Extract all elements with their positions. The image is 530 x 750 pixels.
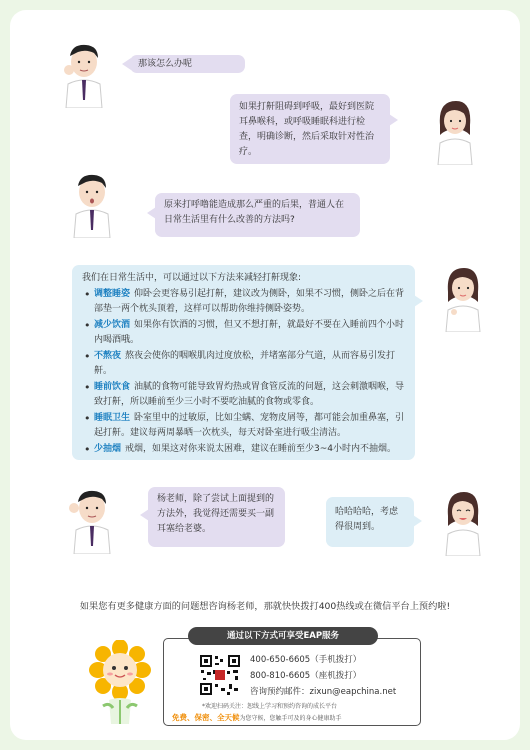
female-user-illustration [432,95,478,165]
sunflower-mascot-illustration [85,640,155,730]
service-title-pill: 通过以下方式可享受EAP服务 [188,627,378,645]
slogan [172,712,342,723]
tip-item: • 少抽烟 戒烟，如果这对你来说太困难，建议在睡前至少3~4小时内不抽烟。 [82,442,405,457]
tip-item: • 调整睡姿 仰卧会更容易引起打鼾，建议改为侧卧，如果不习惯，侧卧之后在背部垫一两个枕头顶着，这样可以帮助你维持侧卧姿势。 [82,287,405,317]
tips-intro: 我们在日常生活中，可以通过以下方法来减轻打鼾现象: [82,273,302,283]
tip-item: • 不熬夜 熬夜会使你的咽喉肌肉过度放松，并堵塞部分气道，从而容易引发打鼾。 [82,349,405,379]
female-user-illustration [440,486,486,556]
phone-landline[interactable]: 800-810-6605（座机拨打） [250,671,362,681]
answer-bubble-3: 哈哈哈哈，考虑得很周到。 [326,497,414,547]
male-doctor-illustration [58,40,108,108]
email-line [250,685,396,697]
female-user-illustration [440,262,486,332]
male-doctor-illustration [66,170,116,238]
tip-item: • 睡眠卫生 卧室里中的过敏原，比如尘螨、宠物皮屑等，都可能会加重鼻塞，引起打鼾。建议每两周暴晒一次枕头，每天对卧室进行吸尘清洁。 [82,411,405,441]
tip-item: • 睡前饮食 油腻的食物可能导致胃灼热或胃食管反流的问题，这会刺激咽喉，导致打鼾，所以睡前至少三小时不要吃油腻的食物或零食。 [82,380,405,410]
answer-bubble-1: 如果打鼾阻碍到呼吸，最好到医院耳鼻喉科，或呼吸睡眠科进行检查，明确诊断，然后采取针对性治疗。 [230,94,390,164]
slogan-rest: 为您守候，您触手可及的身心健康助手 [239,715,342,722]
question-bubble-1: 那该怎么办呢 [130,55,245,73]
tips-bubble [72,265,415,460]
contact-box [163,638,421,726]
male-doctor-illustration [66,486,116,554]
phone-mobile[interactable]: 400-650-6605（手机拨打） [250,655,362,665]
qr-code-icon[interactable] [199,654,241,696]
slogan-highlight: 免费、保密、全天候 [172,713,240,722]
question-bubble-3: 杨老师，除了尝试上面提到的方法外，我觉得还需要买一副耳塞给老婆。 [148,487,285,547]
tip-item: • 减少饮酒 如果你有饮酒的习惯，但又不想打鼾，就最好不要在入睡前四个小时内喝酒哦。 [82,318,405,348]
question-bubble-2: 原来打呼噜能造成那么严重的后果，普通人在日常生活里有什么改善的方法吗? [155,193,360,237]
qr-note: *欢迎扫码关注：恕线上学习和预约咨询的成长平台 [202,703,338,710]
tips-list [82,287,405,457]
email-link[interactable]: zixun@eapchina.net [309,687,397,697]
email-label: 咨询预约邮件： [250,687,310,697]
cta-text: 如果您有更多健康方面的问题想咨询杨老师，那就快快拨打400热线或在微信平台上预约啦! [79,601,451,612]
